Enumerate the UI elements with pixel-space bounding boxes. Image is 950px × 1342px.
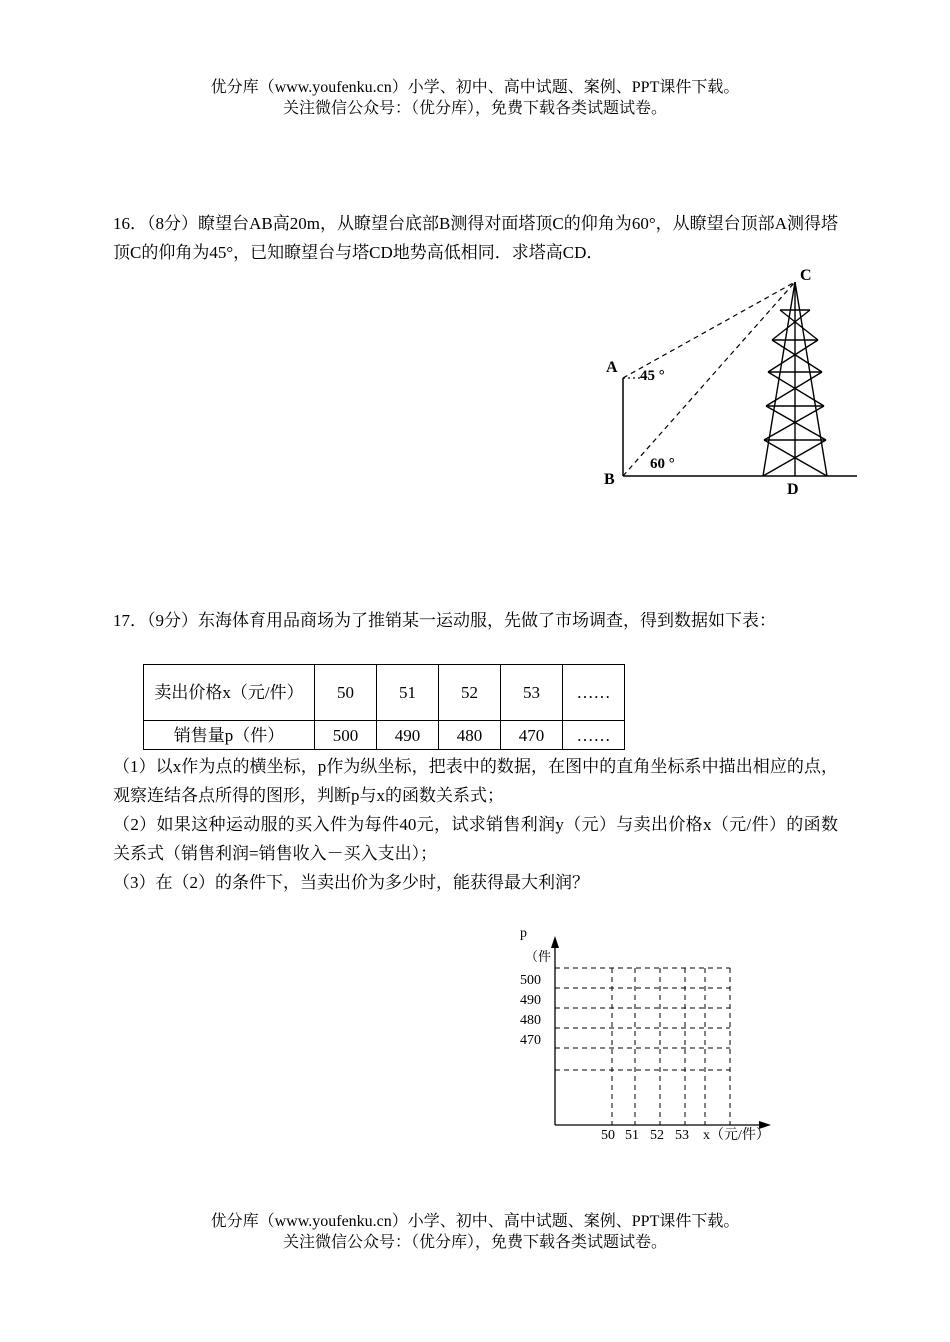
y-axis-label: p — [520, 926, 527, 941]
question-17-parts — [113, 752, 838, 897]
label-b: B — [604, 471, 615, 488]
table-cell: 480 — [439, 721, 501, 750]
table-cell: 470 — [501, 721, 563, 750]
footer-line-2: 关注微信公众号：（优分库），免费下载各类试题试卷。 — [282, 1234, 667, 1251]
table-header-price: 卖出价格x（元/件） — [144, 665, 315, 721]
table-cell: 52 — [439, 665, 501, 721]
question-17-part-1: （1）以x作为点的横坐标，p作为纵坐标，把表中的数据，在图中的直角坐标系中描出相应的点，观察连结各点所得的图形，判断p与x的函数关系式； — [113, 757, 838, 805]
label-a: A — [606, 359, 618, 376]
coordinate-grid-chart — [505, 920, 805, 1150]
angle-45-label: 45 ° — [640, 368, 665, 384]
tower-cd — [763, 282, 827, 476]
table-row-price — [144, 665, 625, 721]
table-cell: …… — [563, 665, 625, 721]
tower-figure — [600, 260, 865, 500]
x-tick-label: 50 — [601, 1128, 615, 1143]
header — [0, 77, 950, 119]
y-tick-label: 470 — [520, 1033, 541, 1048]
question-17-part-2: （2）如果这种运动服的买入件为每件40元，试求销售利润y（元）与卖出价格x（元/件）的函数关系式（销售利润=销售收入－买入支出）； — [113, 815, 838, 863]
y-tick-label: 480 — [520, 1013, 541, 1028]
y-axis-arrow — [551, 936, 559, 948]
footer — [0, 1211, 950, 1253]
label-d: D — [787, 481, 799, 498]
table-row-sales — [144, 721, 625, 750]
x-axis-label: x（元/件） — [703, 1128, 770, 1143]
table-cell: 490 — [377, 721, 439, 750]
header-line-2: 关注微信公众号：（优分库），免费下载各类试题试卷。 — [282, 100, 667, 117]
question-17-intro-text: 17．（9分）东海体育用品商场为了推销某一运动服，先做了市场调查，得到数据如下表： — [113, 611, 776, 630]
header-line-1: 优分库（www.youfenku.cn）小学、初中、高中试题、案例、PPT课件下载。 — [210, 79, 740, 96]
question-16-text: 16．（8分）瞭望台AB高20m，从瞭望台底部B测得对面塔顶C的仰角为60°，从瞭望台顶部A测得塔顶C的仰角为45°，已知瞭望台与塔CD地势高低相同．求塔高CD． — [113, 214, 838, 262]
label-c: C — [800, 267, 812, 284]
table-cell: …… — [563, 721, 625, 750]
x-tick-label: 51 — [625, 1128, 639, 1143]
angle-60-label: 60 ° — [650, 456, 675, 472]
y-tick-label: 500 — [520, 973, 541, 988]
footer-line-1: 优分库（www.youfenku.cn）小学、初中、高中试题、案例、PPT课件下载。 — [210, 1213, 740, 1230]
table-cell: 51 — [377, 665, 439, 721]
table-cell: 53 — [501, 665, 563, 721]
table-header-sales: 销售量p（件） — [144, 721, 315, 750]
y-axis-unit: （件 — [525, 949, 552, 964]
y-tick-label: 490 — [520, 993, 541, 1008]
question-16 — [113, 209, 838, 267]
table-cell: 500 — [315, 721, 377, 750]
price-sales-table — [143, 664, 625, 750]
grid-lines — [555, 968, 730, 1125]
sight-line-ac — [623, 282, 795, 378]
question-17-part-3: （3）在（2）的条件下，当卖出价为多少时，能获得最大利润？ — [113, 873, 589, 892]
x-tick-label: 53 — [675, 1128, 689, 1143]
x-tick-label: 52 — [650, 1128, 664, 1143]
table-cell: 50 — [315, 665, 377, 721]
question-17-intro — [113, 606, 838, 635]
